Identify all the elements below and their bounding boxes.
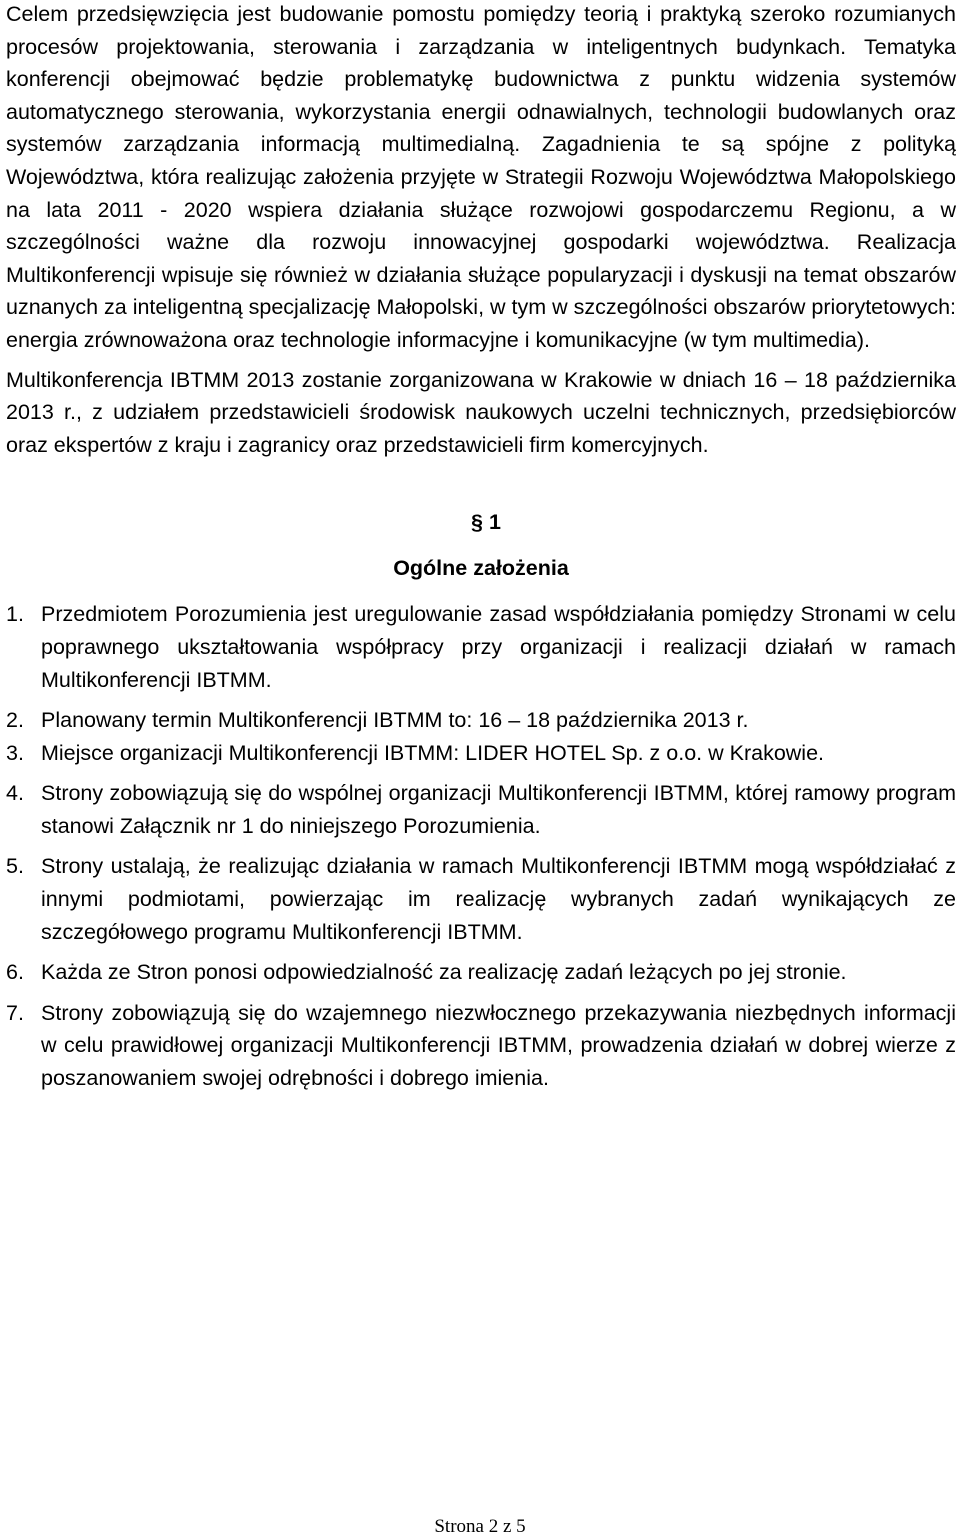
clause-item: [6, 956, 956, 989]
clause-text: Strony ustalają, że realizując działania w ramach Multikonferencji IBTMM mogą współdziałać z innymi podmiotami, powierzając im realizację wybranych zadań wynikających ze szczegółowego programu Multikonferencji IBTMM.: [41, 854, 956, 944]
clause-number: 2.: [6, 708, 24, 733]
clause-item: [6, 598, 956, 696]
intro-paragraph: Multikonferencja IBTMM 2013 zostanie zorganizowana w Krakowie w dniach 16 – 18 października 2013 r., z udziałem przedstawicieli środowisk naukowych uczelni technicznych, przedsiębiorców oraz ekspertów z kraju i zagranicy oraz przedstawicieli firm komercyjnych.: [6, 367, 956, 457]
clause-number: 6.: [6, 960, 24, 985]
clause-item: [6, 737, 956, 770]
section-heading: [6, 506, 956, 584]
clause-text: Planowany termin Multikonferencji IBTMM to: 16 – 18 października 2013 r.: [41, 708, 749, 733]
clause-item: [6, 850, 956, 948]
clause-text: Przedmiotem Porozumienia jest uregulowanie zasad współdziałania pomiędzy Stronami w celu poprawnego ukształtowania współpracy przy organizacji i realizacji działań w ramach Multikonferencji IBTMM.: [41, 602, 956, 692]
clause-text: Strony zobowiązują się do wzajemnego niezwłocznego przekazywania niezbędnych informacji w celu prawidłowej organizacji Multikonferencji IBTMM, prowadzenia działań w dobrej wierze z poszanowaniem swojej odrębności i dobrego imienia.: [41, 1000, 956, 1091]
clause-item: [6, 704, 956, 737]
intro-paragraph: Celem przedsięwzięcia jest budowanie pomostu pomiędzy teorią i praktyką szeroko rozumianych procesów projektowania, sterowania i zarządzania w inteligentnych budynkach. Tematyka konferencji obejmować będzie problematykę budownictwa z punktu widzenia systemów automatycznego sterowania, wykorzystania energii odnawialnych, technologii budowlanych oraz systemów zarządzania informacją multimedialną. Zagadnienia te są spójne z polityką Województwa, która realizując założenia przyjęte w Strategii Rozwoju Województwa Małopolskiego na lata 2011 - 2020 wspiera działania służące rozwojowi gospodarczemu Regionu, a w szczególności ważne dla rozwoju innowacyjnej gospodarki województwa. Realizacja Multikonferencji wpisuje się również w działania służące popularyzacji i dyskusji na temat obszarów uznanych za inteligentną specjalizację Małopolski, w tym w szczególności obszarów priorytetowych: energia zrównoważona oraz technologie informacyjne i komunikacyjne (w tym multimedia).: [6, 2, 957, 352]
section-title: Ogólne założenia: [393, 556, 569, 581]
clause-number: 7.: [6, 1000, 24, 1025]
page-footer: [0, 1515, 960, 1539]
clause-number: 1.: [6, 602, 24, 627]
clause-number: 3.: [6, 740, 24, 765]
clause-text: Miejsce organizacji Multikonferencji IBTMM: LIDER HOTEL Sp. z o.o. w Krakowie.: [41, 740, 825, 765]
page-number-label: Strona 2 z 5: [434, 1516, 526, 1537]
clause-item: [6, 777, 956, 842]
clause-number: 5.: [6, 854, 24, 879]
document-page: [6, 0, 956, 1095]
clause-item: [6, 997, 956, 1095]
clause-number: 4.: [6, 781, 24, 806]
clause-text: Strony zobowiązują się do wspólnej organizacji Multikonferencji IBTMM, której ramowy program stanowi Załącznik nr 1 do niniejszego Porozumienia.: [41, 781, 956, 838]
clause-list: [6, 598, 956, 1094]
clause-text: Każda ze Stron ponosi odpowiedzialność za realizację zadań leżących po jej stronie.: [41, 960, 847, 985]
section-number: § 1: [471, 510, 501, 535]
